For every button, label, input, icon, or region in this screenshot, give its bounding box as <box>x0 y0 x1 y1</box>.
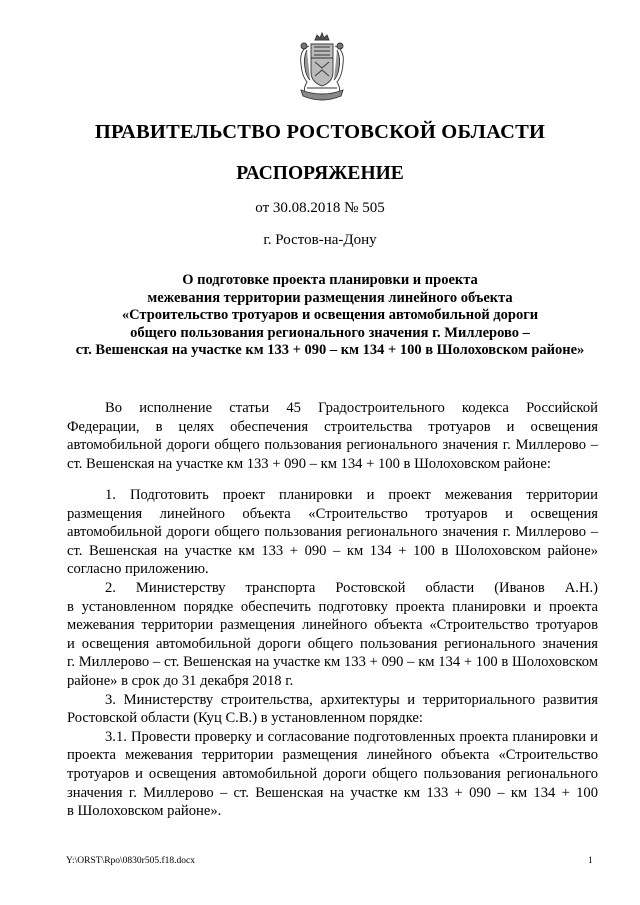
subject-line: О подготовке проекта планировки и проекта <box>182 272 478 288</box>
order-item-3-1 <box>67 728 598 821</box>
paragraph-line: межевания территории размещения линейного объекта «Строительство тротуаров <box>67 617 598 634</box>
subject-line: ст. Вешенская на участке км 133 + 090 – км 134 + 100 в Шолоховском районе» <box>75 342 585 359</box>
government-title: ПРАВИТЕЛЬСТВО РОСТОВСКОЙ ОБЛАСТИ <box>94 121 546 143</box>
order-item-3 <box>67 691 598 728</box>
paragraph-line: ст. Вешенская на участке км 133 + 090 – км 134 + 100 в Шолоховском районе» <box>67 542 598 559</box>
paragraph-line: размещения линейного объекта «Строительство тротуаров и освещения <box>67 505 598 522</box>
paragraph-line: Во исполнение статьи 45 Градостроительного кодекса Российской <box>105 400 598 416</box>
document-city: г. Ростов-на-Дону <box>263 232 377 248</box>
preamble-paragraph <box>67 399 598 473</box>
subject-line: «Строительство тротуаров и освещения автомобильной дороги <box>121 307 539 324</box>
document-subject <box>60 272 600 360</box>
page-number: 1 <box>588 856 593 866</box>
paragraph-line: в Шолоховском районе». <box>67 803 222 820</box>
order-item-1 <box>67 486 598 579</box>
paragraph-line: проекта межевания территории размещения линейного объекта «Строительство <box>67 747 598 764</box>
document-type: РАСПОРЯЖЕНИЕ <box>236 163 404 184</box>
paragraph-line: 1. Подготовить проект планировки и проект межевания территории <box>105 487 598 503</box>
paragraph-line: автомобильной дороги общего пользования регионального значения г. Миллерово – <box>67 437 598 454</box>
paragraph-line: районе» в срок до 31 декабря 2018 г. <box>67 672 294 689</box>
order-item-2 <box>67 579 598 691</box>
subject-line: межевания территории размещения линейного объекта <box>147 289 513 306</box>
paragraph-line: ст. Вешенская на участке км 133 + 090 – км 134 + 100 в Шолоховском районе: <box>67 455 551 472</box>
paragraph-line: Ростовской области (Куц С.В.) в установленном порядке: <box>67 710 423 727</box>
coat-of-arms-icon <box>293 32 351 104</box>
footer-file-path: Y:\ORST\Rpo\0830r505.f18.docx <box>66 856 195 866</box>
order-items <box>67 486 598 821</box>
paragraph-line: и освещения автомобильной дороги общего пользования регионального значения <box>67 635 598 652</box>
paragraph-line: 3.1. Провести проверку и согласование подготовленных проекта планировки и <box>105 728 598 745</box>
paragraph-line: значения г. Миллерово – ст. Вешенская на участке км 133 + 090 – км 134 + 100 <box>67 784 598 801</box>
paragraph-line: 2. Министерству транспорта Ростовской области (Иванов А.Н.) <box>105 579 598 596</box>
paragraph-line: 3. Министерству строительства, архитектуры и территориального развития <box>105 691 598 708</box>
subject-line: общего пользования регионального значения г. Миллерово – <box>130 324 530 341</box>
paragraph-line: г. Миллерово – ст. Вешенская на участке км 133 + 090 – км 134 + 100 в Шолоховском <box>67 654 598 671</box>
paragraph-line: Федерации, в целях обеспечения строительства тротуаров и освещения <box>67 418 598 435</box>
paragraph-line: автомобильной дороги общего пользования регионального значения г. Миллерово – <box>67 524 598 541</box>
paragraph-line: согласно приложению. <box>67 561 209 578</box>
paragraph-line: тротуаров и освещения автомобильной дороги общего пользования регионального <box>67 765 598 782</box>
paragraph-line: в установленном порядке обеспечить подготовку проекта планировки и проекта <box>67 598 598 615</box>
document-date-number: от 30.08.2018 № 505 <box>255 200 385 216</box>
